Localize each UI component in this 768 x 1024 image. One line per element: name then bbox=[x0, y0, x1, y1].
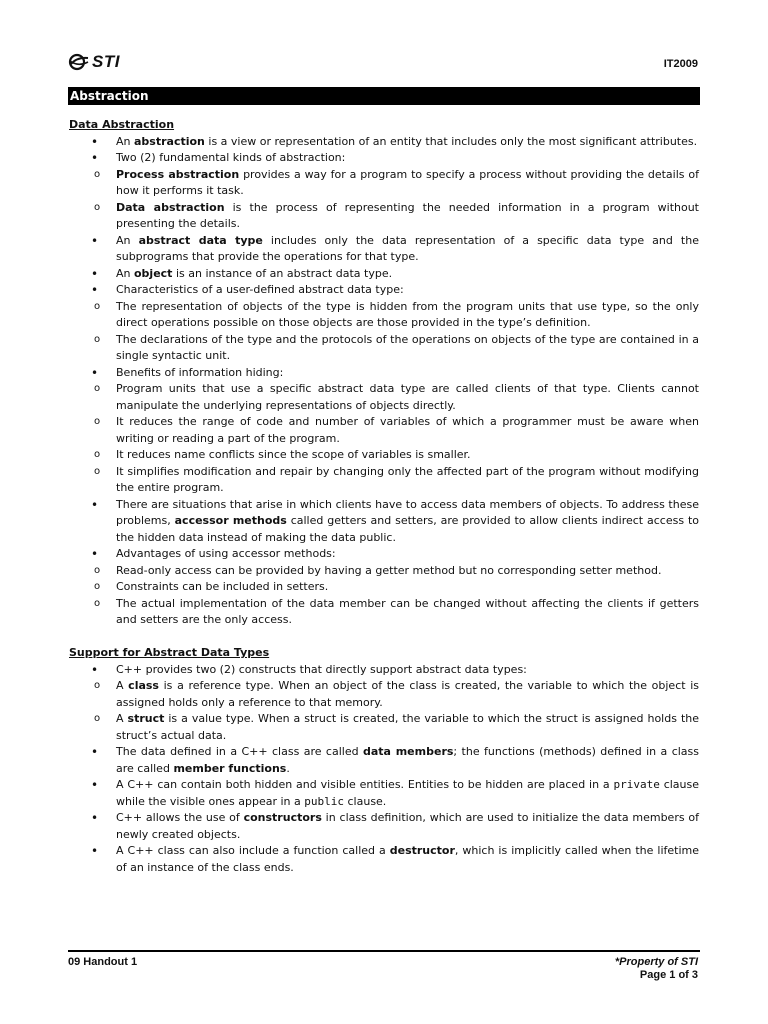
sub-list-item: o A struct is a value type. When a struct is created, the variable to which the struct is assigned holds the struct’s actual data. bbox=[22, 711, 699, 744]
sub-list-item: o Data abstraction is the process of representing the needed information in a program without presenting the details. bbox=[22, 200, 699, 233]
footer-property: *Property of STI bbox=[614, 956, 698, 968]
list-item: • Characteristics of a user-defined abstract data type: bbox=[69, 282, 699, 299]
sub-list-item: o The representation of objects of the type is hidden from the program units that use type, so the only direct operations possible on those objects are those provided in the type’s definition. bbox=[22, 299, 699, 332]
sub-list-item: o It reduces the range of code and number of variables of which a programmer must be aware when writing or reading a part of the program. bbox=[22, 414, 699, 447]
course-code: IT2009 bbox=[663, 58, 698, 70]
sub-list-item: o Read-only access can be provided by having a getter method but no corresponding setter method. bbox=[22, 563, 699, 580]
list-item: • An abstract data type includes only the data representation of a specific data type and the subprograms that provide the operations for that type. bbox=[69, 233, 699, 266]
list-item: • A C++ can contain both hidden and visible entities. Entities to be hidden are placed in a private clause while the visible ones appear in a public clause. bbox=[69, 777, 699, 810]
list-item: • C++ provides two (2) constructs that directly support abstract data types: bbox=[69, 662, 699, 679]
list-item: • C++ allows the use of constructors in class definition, which are used to initialize the data members of newly created objects. bbox=[69, 810, 699, 843]
sub-list-item: o The actual implementation of the data member can be changed without affecting the clients if getters and setters are the only access. bbox=[22, 596, 699, 629]
list-item: • The data defined in a C++ class are called data members; the functions (methods) defined in a class are called member functions. bbox=[69, 744, 699, 777]
footer-right bbox=[615, 956, 698, 982]
sub-list-item: o It simplifies modification and repair by changing only the affected part of the program without modifying the entire program. bbox=[22, 464, 699, 497]
sub-list-item: o It reduces name conflicts since the scope of variables is smaller. bbox=[22, 447, 699, 464]
list-item: • Advantages of using accessor methods: bbox=[69, 546, 699, 563]
sub-list-item: o Constraints can be included in setters. bbox=[22, 579, 699, 596]
list-item: • A C++ class can also include a function called a destructor, which is implicitly called when the lifetime of an instance of the class ends. bbox=[69, 843, 699, 876]
logo-text: STI bbox=[92, 52, 120, 71]
list-item: • There are situations that arise in which clients have to access data members of objects. To address these problems, accessor methods called getters and setters, are provided to allow clients indirect access to the hidden data instead of making the data public. bbox=[69, 497, 699, 547]
page-title: Abstraction bbox=[68, 87, 700, 105]
list-item: • An abstraction is a view or representation of an entity that includes only the most significant attributes. bbox=[69, 134, 699, 151]
section-heading-support-adt: Support for Abstract Data Types bbox=[69, 646, 270, 659]
document-body bbox=[69, 117, 699, 876]
list-item: • Benefits of information hiding: bbox=[69, 365, 699, 382]
footer-divider bbox=[68, 950, 700, 952]
sub-list-item: o A class is a reference type. When an object of the class is created, the variable to which the object is assigned holds only a reference to that memory. bbox=[22, 678, 699, 711]
footer-handout: 09 Handout 1 bbox=[68, 956, 138, 968]
section-heading-data-abstraction: Data Abstraction bbox=[69, 118, 175, 131]
sub-list-item: o Program units that use a specific abstract data type are called clients of that type. Clients cannot manipulate the underlying representations of objects directly. bbox=[22, 381, 699, 414]
support-adt-list bbox=[69, 662, 699, 877]
footer-page-number: Page 1 of 3 bbox=[639, 969, 698, 981]
sti-logo-icon bbox=[68, 53, 90, 71]
sti-logo bbox=[68, 51, 120, 73]
list-item: • An object is an instance of an abstract data type. bbox=[69, 266, 699, 283]
sub-list-item: o The declarations of the type and the protocols of the operations on objects of the type are contained in a single syntactic unit. bbox=[22, 332, 699, 365]
list-item: • Two (2) fundamental kinds of abstraction: bbox=[69, 150, 699, 167]
sub-list-item: o Process abstraction provides a way for a program to specify a process without providing the details of how it performs it task. bbox=[22, 167, 699, 200]
data-abstraction-list bbox=[69, 134, 699, 629]
